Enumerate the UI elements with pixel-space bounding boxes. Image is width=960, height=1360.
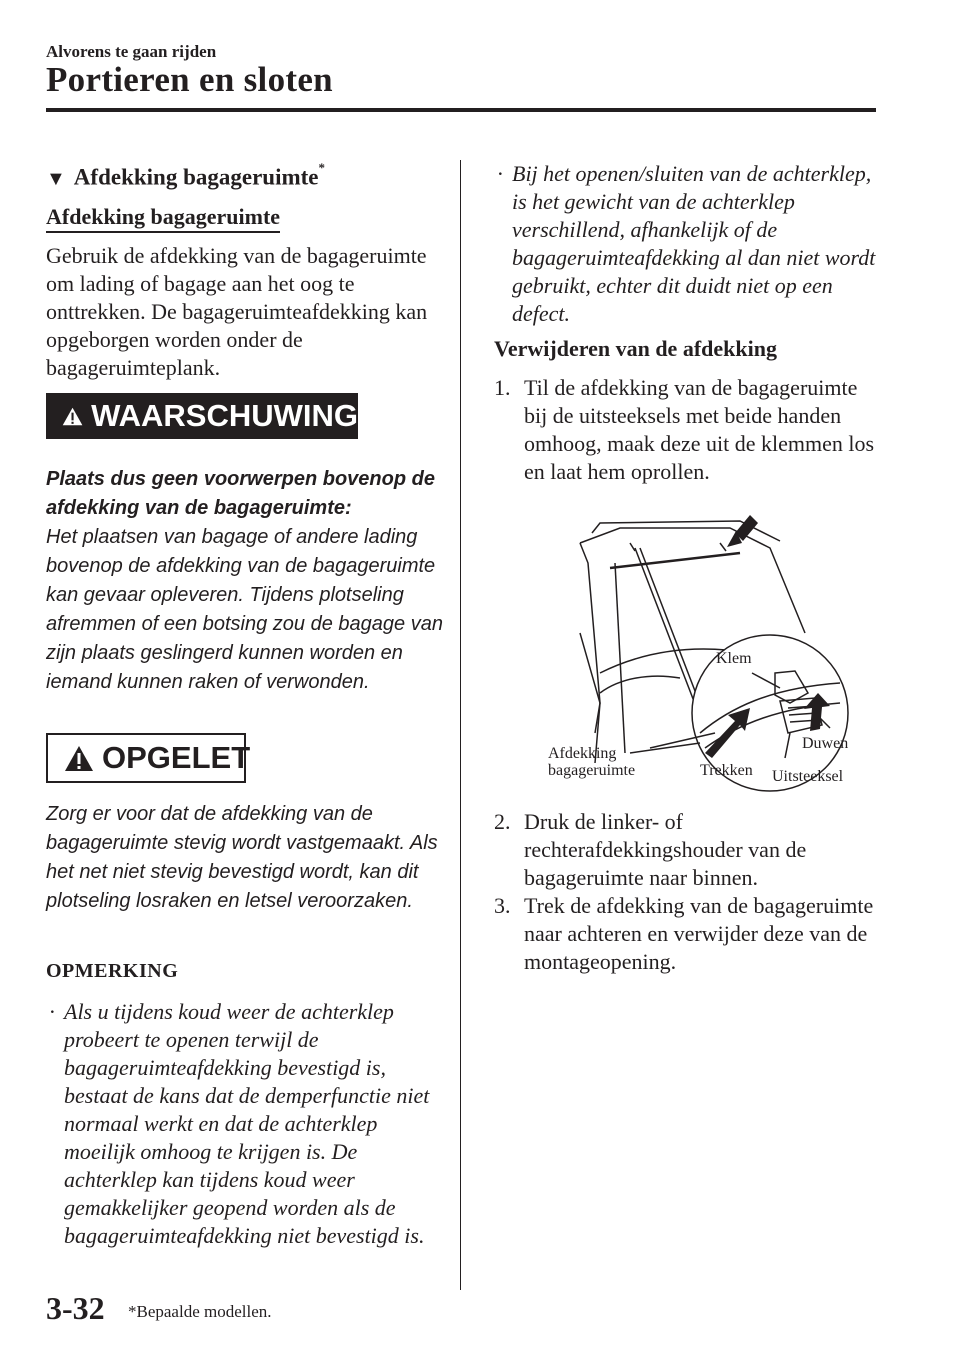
step-item [494,892,884,976]
bullet-icon: · [49,999,55,1024]
note-bullet [46,998,446,1250]
section-title: Afdekking bagageruimte* [73,160,325,190]
caution-body: Zorg er voor dat de afdekking van de bagageruimte stevig wordt vastgemaakt. Als het net niet stevig bevestigd wordt, kan dit plotseling losraken en letsel veroorzaken. [46,803,438,912]
footnote: *Bepaalde modellen. [128,1302,272,1321]
asterisk-mark: * [318,160,325,175]
label-push: Duwen [802,735,849,752]
label-tab: Uitsteeksel [772,768,844,785]
label-clip: Klem [716,650,752,667]
caution-label: OPGELET [102,740,251,775]
warning-icon [62,403,83,430]
warning-badge [46,393,358,439]
subheading: Afdekking bagageruimte [46,204,280,233]
caution-badge [46,733,251,783]
removal-steps-continued [494,808,884,976]
note-list [46,998,446,1250]
warning-lead: Plaats dus geen voorwerpen bovenop de afdekking van de bagageruimte: [46,468,435,519]
step-text: Til de afdekking van de bagageruimte bij de uitsteeksels met beide handen omhoog, maak deze uit de klemmen los en laat hem oprollen. [524,375,875,484]
section-heading [46,160,325,191]
warning-label: WAARSCHUWING [91,398,358,433]
page-number: 3-32 [46,1290,105,1326]
note-list-continued [494,160,884,328]
label-cover-2: bagageruimte [548,762,636,779]
label-cover-1: Afdekking [548,745,617,762]
step-item [494,808,884,892]
note-bullet [494,160,884,328]
step-number: 2. [494,809,511,834]
removal-steps [494,374,884,486]
column-divider [460,160,461,1290]
warning-body: Het plaatsen van bagage of andere lading bovenop de afdekking van de bagageruimte kan gevaar opleveren. Tijdens plotseling afremmen of een botsing zou de bagage van zijn plaats geslingerd kunnen worden en iemand kunnen raken of verwonden. [46,526,443,693]
step-text: Druk de linker- of rechterafdekkingshouder van de bagageruimte naar binnen. [524,809,807,890]
page-title: Portieren en sloten [46,60,333,99]
label-pull: Trekken [700,762,753,779]
title-rule [46,108,876,112]
step-number: 3. [494,893,511,918]
note-text: Bij het openen/sluiten van de achterklep, is het gewicht van de achterklep verschillend, afhankelijk of de bagageruimteafdekking al dan niet wordt gebruikt, echter dit duidt niet op een defect. [512,161,876,326]
step-item [494,374,884,486]
trunk-cover-illustration [540,503,850,793]
intro-paragraph: Gebruik de afdekking van de bagageruimte om lading of bagage aan het oog te onttrekken. De bagageruimteafdekking kan opgeborgen worden onder de bagageruimteplank. [46,243,428,380]
step-number: 1. [494,375,511,400]
note-text: Als u tijdens koud weer de achterklep probeert te openen terwijl de bagageruimteafdekking bevestigd is, bestaat de kans dat de demperfunctie niet normaal werkt en dat de achterklep moeilijk omhoog te krijgen is. De achterklep kan tijdens koud weer gemakkelijker geopend worden als de bagageruimteafdekking niet bevestigd is. [64,999,430,1248]
bullet-icon: · [497,161,503,186]
caution-icon [64,745,94,772]
section-kicker: Alvorens te gaan rijden [46,42,217,61]
removal-heading: Verwijderen van de afdekking [494,336,777,361]
step-text: Trek de afdekking van de bagageruimte naar achteren en verwijder deze van de montageopening. [524,893,874,974]
triangle-marker-icon: ▼ [46,167,66,190]
note-title: OPMERKING [46,960,179,982]
